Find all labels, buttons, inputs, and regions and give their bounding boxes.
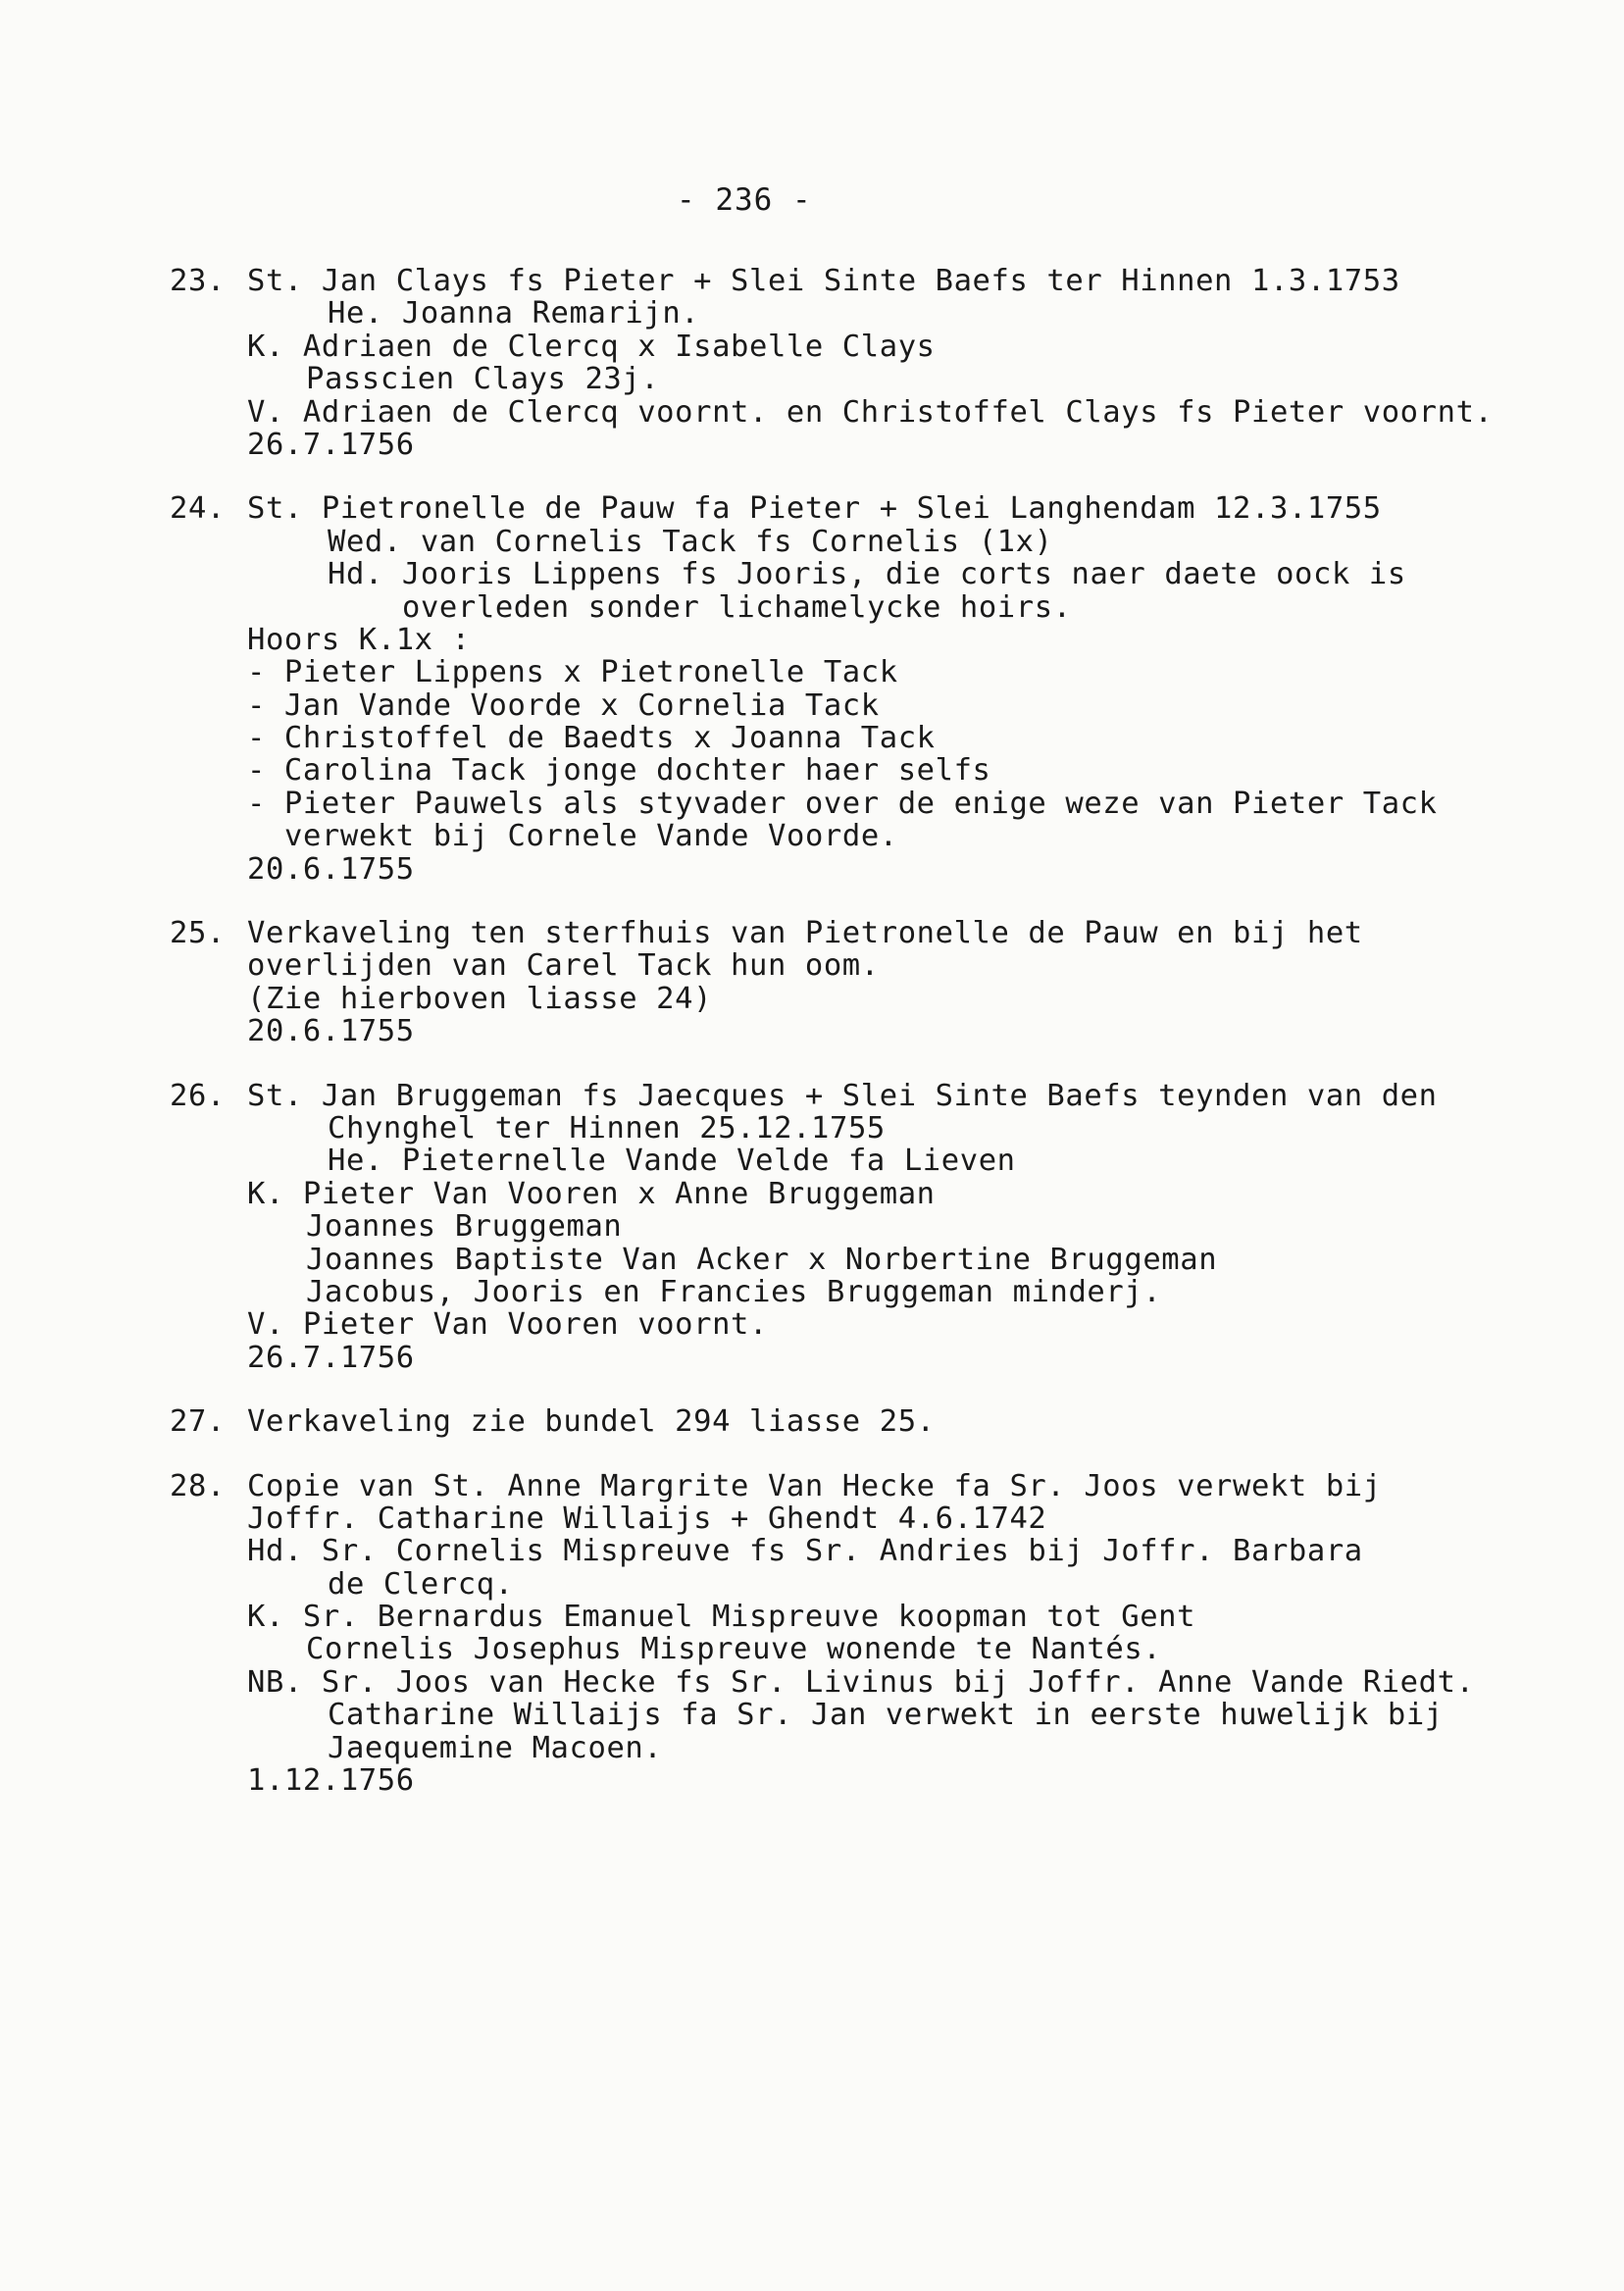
entry: [0, 1470, 1624, 1798]
entry: [0, 1080, 1624, 1375]
entry-text: Hd. Sr. Cornelis Mispreuve fs Sr. Andries bij Joffr. Barbara: [247, 1534, 1363, 1569]
entry-line: [0, 820, 1624, 852]
entry-text: He. Pieternelle Vande Velde fa Lieven: [328, 1144, 1016, 1179]
entry: [0, 917, 1624, 1048]
entry-text: overlijden van Carel Tack hun oom.: [247, 948, 880, 984]
entry-number: 26.: [170, 1078, 226, 1113]
entry-line: [0, 1699, 1624, 1731]
entry-line: [0, 492, 1624, 525]
entry-text: - Pieter Lippens x Pietronelle Tack: [247, 655, 898, 690]
entry-text: Catharine Willaijs fa Sr. Jan verwekt in eerste huwelijk bij: [328, 1698, 1444, 1733]
entry-text: St. Jan Clays fs Pieter + Slei Sinte Baefs ter Hinnen 1.3.1753: [247, 264, 1400, 298]
entry: [0, 1405, 1624, 1438]
entry-text: Joffr. Catharine Willaijs + Ghendt 4.6.1742: [247, 1501, 1047, 1536]
entry-text: Verkaveling ten sterfhuis van Pietronelle de Pauw en bij het: [247, 916, 1363, 951]
entry-line: [0, 1210, 1624, 1243]
entry: [0, 492, 1624, 886]
entry-text: overleden sonder lichamelycke hoirs.: [402, 589, 1072, 625]
entry-line: [0, 297, 1624, 330]
entry-text: verwekt bij Cornele Vande Voorde.: [284, 819, 898, 854]
entry-line: [0, 331, 1624, 363]
entry-text: Hd. Jooris Lippens fs Jooris, die corts naer daete oock is: [328, 557, 1406, 592]
entry-text: (Zie hierboven liasse 24): [247, 981, 713, 1016]
entry-line: [0, 1244, 1624, 1276]
entry-text: Wed. van Cornelis Tack fs Cornelis (1x): [328, 524, 1053, 559]
entry-number: 24.: [170, 491, 226, 527]
entry-line: [0, 1502, 1624, 1535]
entry-line: [0, 558, 1624, 590]
entry-text: de Clercq.: [328, 1566, 514, 1602]
entry-number: 23.: [170, 264, 226, 298]
entry-text: Joannes Baptiste Van Acker x Norbertine Bruggeman: [306, 1242, 1218, 1277]
entry-text: Jaequemine Macoen.: [328, 1730, 663, 1765]
entry-line: [0, 265, 1624, 297]
entry-text: Chynghel ter Hinnen 25.12.1755: [328, 1110, 886, 1146]
entry-line: [0, 1601, 1624, 1633]
entry-text: K. Pieter Van Vooren x Anne Bruggeman: [247, 1176, 936, 1211]
entry-text: Cornelis Josephus Mispreuve wonende te Nantés.: [306, 1632, 1162, 1667]
entry-line: [0, 1732, 1624, 1764]
entry-line: [0, 1633, 1624, 1665]
entry-text: - Christoffel de Baedts x Joanna Tack: [247, 721, 936, 756]
entry-line: [0, 1178, 1624, 1210]
entry-line: [0, 983, 1624, 1015]
entry-text: He. Joanna Remarijn.: [328, 296, 700, 331]
entry-line: [0, 1535, 1624, 1567]
entry-text: NB. Sr. Joos van Hecke fs Sr. Livinus bij Joffr. Anne Vande Riedt.: [247, 1664, 1475, 1700]
entry-line: [0, 788, 1624, 820]
entry-line: [0, 1145, 1624, 1177]
entry-line: [0, 624, 1624, 656]
page-number: - 236 -: [677, 182, 812, 218]
entry-line: [0, 1405, 1624, 1438]
entry-line: [0, 1666, 1624, 1699]
entry-text: Verkaveling zie bundel 294 liasse 25.: [247, 1404, 936, 1440]
entry-text: K. Sr. Bernardus Emanuel Mispreuve koopman tot Gent: [247, 1600, 1196, 1635]
entry-text: 20.6.1755: [247, 1014, 415, 1049]
entry-text: V. Pieter Van Vooren voornt.: [247, 1307, 768, 1343]
entry-text: St. Jan Bruggeman fs Jaecques + Slei Sinte Baefs teynden van den: [247, 1078, 1438, 1113]
entry-line: [0, 429, 1624, 461]
entry-line: [0, 396, 1624, 429]
entry-number: 25.: [170, 916, 226, 951]
entry-line: [0, 1342, 1624, 1374]
entry-text: - Carolina Tack jonge dochter haer selfs: [247, 753, 991, 789]
entry-line: [0, 1080, 1624, 1112]
entry-text: K. Adriaen de Clercq x Isabelle Clays: [247, 329, 936, 364]
entry-text: Joannes Bruggeman: [306, 1209, 623, 1245]
entry-line: [0, 917, 1624, 949]
entry-line: [0, 591, 1624, 624]
entry-text: - Pieter Pauwels als styvader over de enige weze van Pieter Tack: [247, 786, 1438, 821]
entry-line: [0, 1276, 1624, 1308]
entry-text: - Jan Vande Voorde x Cornelia Tack: [247, 687, 880, 723]
entry-line: [0, 1470, 1624, 1502]
entry-text: St. Pietronelle de Pauw fa Pieter + Slei Langhendam 12.3.1755: [247, 491, 1382, 527]
entry-text: 26.7.1756: [247, 427, 415, 462]
entry-line: [0, 1568, 1624, 1601]
entry-number: 27.: [170, 1404, 226, 1440]
entry-line: [0, 722, 1624, 754]
entry-line: [0, 363, 1624, 395]
entry: [0, 265, 1624, 461]
entry-text: Copie van St. Anne Margrite Van Hecke fa Sr. Joos verwekt bij: [247, 1468, 1382, 1503]
entry-text: 20.6.1755: [247, 851, 415, 887]
entry-line: [0, 853, 1624, 886]
entry-number: 28.: [170, 1468, 226, 1503]
entry-text: 1.12.1756: [247, 1763, 415, 1799]
entry-text: Hoors K.1x :: [247, 622, 471, 657]
entry-line: [0, 1015, 1624, 1047]
entry-list: [0, 265, 1624, 1828]
entry-text: 26.7.1756: [247, 1340, 415, 1375]
entry-line: [0, 1308, 1624, 1341]
entry-text: Jacobus, Jooris en Francies Bruggeman minderj.: [306, 1274, 1162, 1309]
entry-line: [0, 1764, 1624, 1797]
entry-text: Passcien Clays 23j.: [306, 362, 660, 397]
entry-line: [0, 1112, 1624, 1145]
entry-line: [0, 689, 1624, 722]
entry-line: [0, 949, 1624, 982]
entry-line: [0, 526, 1624, 558]
entry-line: [0, 754, 1624, 787]
entry-text: V. Adriaen de Clercq voornt. en Christoffel Clays fs Pieter voornt.: [247, 394, 1494, 430]
entry-line: [0, 656, 1624, 688]
